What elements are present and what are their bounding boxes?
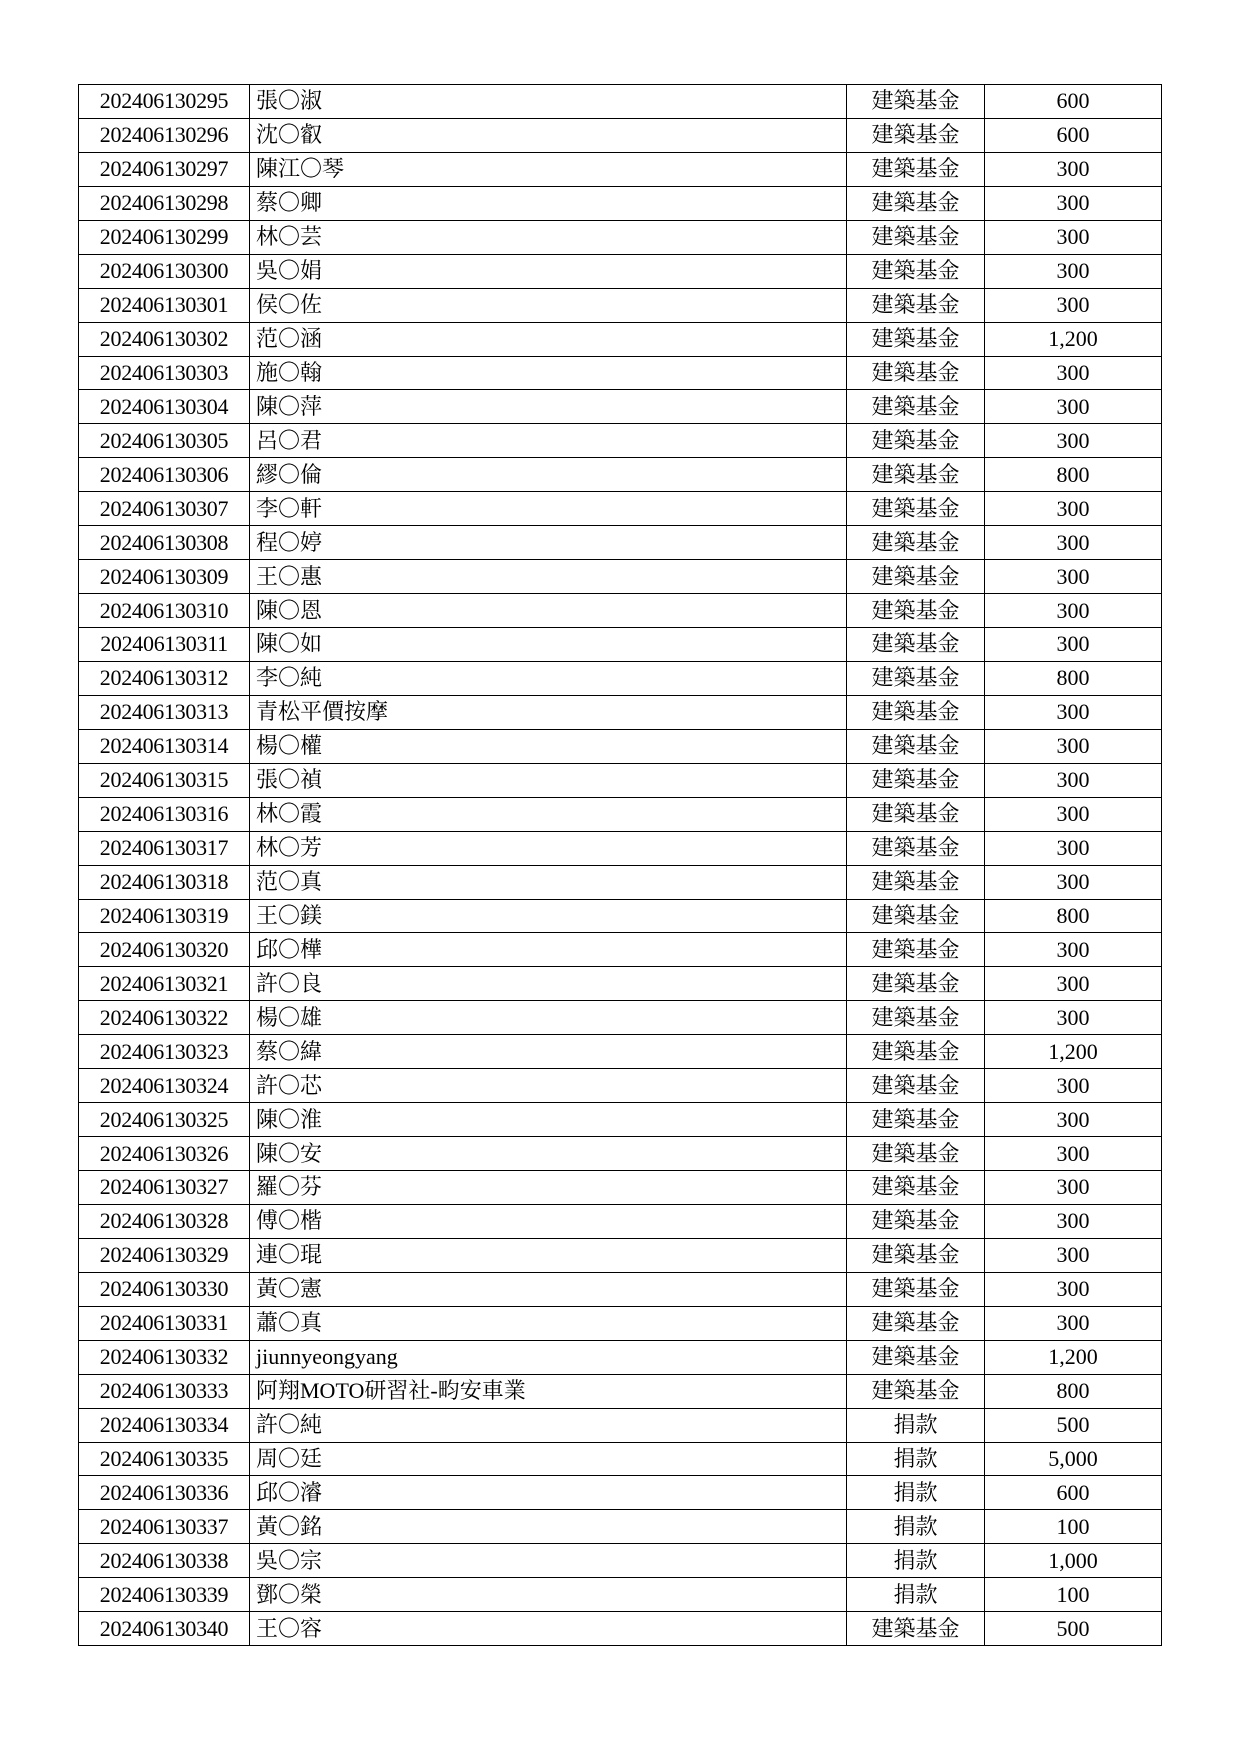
table-row bbox=[79, 1069, 1162, 1103]
donor-name-cell: 程〇婷 bbox=[250, 526, 847, 560]
record-id-cell: 202406130321 bbox=[79, 967, 250, 1001]
category-cell: 建築基金 bbox=[847, 1374, 985, 1408]
amount-cell: 300 bbox=[985, 797, 1162, 831]
amount-cell: 300 bbox=[985, 967, 1162, 1001]
record-id-cell: 202406130317 bbox=[79, 831, 250, 865]
category-cell: 建築基金 bbox=[847, 526, 985, 560]
donor-name-cell: 施〇翰 bbox=[250, 356, 847, 390]
amount-cell: 5,000 bbox=[985, 1442, 1162, 1476]
amount-cell: 300 bbox=[985, 424, 1162, 458]
amount-cell: 500 bbox=[985, 1408, 1162, 1442]
category-cell: 捐款 bbox=[847, 1408, 985, 1442]
record-id-cell: 202406130331 bbox=[79, 1306, 250, 1340]
amount-cell: 300 bbox=[985, 390, 1162, 424]
table-row bbox=[79, 458, 1162, 492]
table-row bbox=[79, 220, 1162, 254]
donor-name-cell: 邱〇濬 bbox=[250, 1476, 847, 1510]
amount-cell: 300 bbox=[985, 1272, 1162, 1306]
record-id-cell: 202406130315 bbox=[79, 763, 250, 797]
donor-name-cell: 黃〇憲 bbox=[250, 1272, 847, 1306]
donor-name-cell: 張〇禎 bbox=[250, 763, 847, 797]
record-id-cell: 202406130296 bbox=[79, 118, 250, 152]
donor-name-cell: 陳〇如 bbox=[250, 628, 847, 662]
record-id-cell: 202406130336 bbox=[79, 1476, 250, 1510]
category-cell: 建築基金 bbox=[847, 1238, 985, 1272]
amount-cell: 300 bbox=[985, 186, 1162, 220]
table-row bbox=[79, 560, 1162, 594]
category-cell: 建築基金 bbox=[847, 288, 985, 322]
amount-cell: 300 bbox=[985, 1238, 1162, 1272]
category-cell: 捐款 bbox=[847, 1442, 985, 1476]
donor-name-cell: 羅〇芬 bbox=[250, 1171, 847, 1205]
table-row bbox=[79, 1204, 1162, 1238]
record-id-cell: 202406130327 bbox=[79, 1171, 250, 1205]
table-row bbox=[79, 729, 1162, 763]
donor-name-cell: 張〇淑 bbox=[250, 85, 847, 119]
record-id-cell: 202406130330 bbox=[79, 1272, 250, 1306]
record-id-cell: 202406130298 bbox=[79, 186, 250, 220]
table-row bbox=[79, 1476, 1162, 1510]
donor-name-cell: 呂〇君 bbox=[250, 424, 847, 458]
donor-name-cell: 楊〇權 bbox=[250, 729, 847, 763]
category-cell: 建築基金 bbox=[847, 152, 985, 186]
donor-name-cell: 蕭〇真 bbox=[250, 1306, 847, 1340]
category-cell: 建築基金 bbox=[847, 1103, 985, 1137]
record-id-cell: 202406130335 bbox=[79, 1442, 250, 1476]
donor-name-cell: 吳〇娟 bbox=[250, 254, 847, 288]
amount-cell: 300 bbox=[985, 594, 1162, 628]
record-id-cell: 202406130322 bbox=[79, 1001, 250, 1035]
amount-cell: 300 bbox=[985, 628, 1162, 662]
amount-cell: 300 bbox=[985, 933, 1162, 967]
record-id-cell: 202406130319 bbox=[79, 899, 250, 933]
donor-name-cell: 林〇芸 bbox=[250, 220, 847, 254]
donor-name-cell: 沈〇叡 bbox=[250, 118, 847, 152]
table-row bbox=[79, 628, 1162, 662]
category-cell: 建築基金 bbox=[847, 560, 985, 594]
category-cell: 建築基金 bbox=[847, 356, 985, 390]
category-cell: 建築基金 bbox=[847, 220, 985, 254]
amount-cell: 800 bbox=[985, 661, 1162, 695]
donor-name-cell: 范〇真 bbox=[250, 865, 847, 899]
category-cell: 建築基金 bbox=[847, 458, 985, 492]
category-cell: 捐款 bbox=[847, 1476, 985, 1510]
amount-cell: 300 bbox=[985, 288, 1162, 322]
amount-cell: 600 bbox=[985, 1476, 1162, 1510]
table-row bbox=[79, 85, 1162, 119]
amount-cell: 300 bbox=[985, 560, 1162, 594]
amount-cell: 1,200 bbox=[985, 322, 1162, 356]
amount-cell: 300 bbox=[985, 220, 1162, 254]
record-id-cell: 202406130306 bbox=[79, 458, 250, 492]
record-id-cell: 202406130340 bbox=[79, 1612, 250, 1646]
table-row bbox=[79, 186, 1162, 220]
record-id-cell: 202406130300 bbox=[79, 254, 250, 288]
donor-name-cell: 王〇容 bbox=[250, 1612, 847, 1646]
amount-cell: 300 bbox=[985, 1204, 1162, 1238]
category-cell: 建築基金 bbox=[847, 1035, 985, 1069]
table-row bbox=[79, 763, 1162, 797]
category-cell: 建築基金 bbox=[847, 1204, 985, 1238]
donor-name-cell: 許〇純 bbox=[250, 1408, 847, 1442]
amount-cell: 300 bbox=[985, 865, 1162, 899]
amount-cell: 300 bbox=[985, 492, 1162, 526]
table-row bbox=[79, 1306, 1162, 1340]
record-id-cell: 202406130295 bbox=[79, 85, 250, 119]
table-row bbox=[79, 322, 1162, 356]
category-cell: 建築基金 bbox=[847, 1137, 985, 1171]
table-row bbox=[79, 1442, 1162, 1476]
amount-cell: 300 bbox=[985, 1103, 1162, 1137]
table-row bbox=[79, 661, 1162, 695]
record-id-cell: 202406130329 bbox=[79, 1238, 250, 1272]
record-id-cell: 202406130308 bbox=[79, 526, 250, 560]
table-row bbox=[79, 118, 1162, 152]
donor-name-cell: 傅〇楷 bbox=[250, 1204, 847, 1238]
amount-cell: 300 bbox=[985, 152, 1162, 186]
table-row bbox=[79, 865, 1162, 899]
donor-name-cell: 蔡〇卿 bbox=[250, 186, 847, 220]
record-id-cell: 202406130301 bbox=[79, 288, 250, 322]
table-row bbox=[79, 1544, 1162, 1578]
donor-name-cell: 繆〇倫 bbox=[250, 458, 847, 492]
record-id-cell: 202406130297 bbox=[79, 152, 250, 186]
donor-name-cell: 陳江〇琴 bbox=[250, 152, 847, 186]
category-cell: 建築基金 bbox=[847, 118, 985, 152]
category-cell: 建築基金 bbox=[847, 186, 985, 220]
table-row bbox=[79, 152, 1162, 186]
category-cell: 建築基金 bbox=[847, 390, 985, 424]
table-row bbox=[79, 1137, 1162, 1171]
category-cell: 建築基金 bbox=[847, 865, 985, 899]
category-cell: 建築基金 bbox=[847, 628, 985, 662]
amount-cell: 100 bbox=[985, 1578, 1162, 1612]
category-cell: 建築基金 bbox=[847, 1272, 985, 1306]
category-cell: 建築基金 bbox=[847, 1069, 985, 1103]
amount-cell: 1,000 bbox=[985, 1544, 1162, 1578]
table-row bbox=[79, 1238, 1162, 1272]
category-cell: 建築基金 bbox=[847, 1340, 985, 1374]
donor-name-cell: 陳〇萍 bbox=[250, 390, 847, 424]
table-row bbox=[79, 933, 1162, 967]
amount-cell: 300 bbox=[985, 526, 1162, 560]
record-id-cell: 202406130303 bbox=[79, 356, 250, 390]
table-row bbox=[79, 390, 1162, 424]
category-cell: 建築基金 bbox=[847, 933, 985, 967]
category-cell: 建築基金 bbox=[847, 661, 985, 695]
record-id-cell: 202406130334 bbox=[79, 1408, 250, 1442]
donor-name-cell: 黃〇銘 bbox=[250, 1510, 847, 1544]
table-row bbox=[79, 831, 1162, 865]
donation-table-body bbox=[79, 85, 1162, 1646]
donor-name-cell: 陳〇恩 bbox=[250, 594, 847, 628]
table-row bbox=[79, 797, 1162, 831]
donor-name-cell: 鄧〇榮 bbox=[250, 1578, 847, 1612]
table-row bbox=[79, 1103, 1162, 1137]
donor-name-cell: 李〇軒 bbox=[250, 492, 847, 526]
category-cell: 建築基金 bbox=[847, 322, 985, 356]
donor-name-cell: 林〇霞 bbox=[250, 797, 847, 831]
category-cell: 建築基金 bbox=[847, 254, 985, 288]
table-row bbox=[79, 424, 1162, 458]
table-row bbox=[79, 356, 1162, 390]
table-row bbox=[79, 1171, 1162, 1205]
record-id-cell: 202406130318 bbox=[79, 865, 250, 899]
category-cell: 建築基金 bbox=[847, 1001, 985, 1035]
amount-cell: 500 bbox=[985, 1612, 1162, 1646]
category-cell: 建築基金 bbox=[847, 1306, 985, 1340]
record-id-cell: 202406130320 bbox=[79, 933, 250, 967]
record-id-cell: 202406130316 bbox=[79, 797, 250, 831]
record-id-cell: 202406130305 bbox=[79, 424, 250, 458]
record-id-cell: 202406130326 bbox=[79, 1137, 250, 1171]
table-row bbox=[79, 1272, 1162, 1306]
amount-cell: 1,200 bbox=[985, 1035, 1162, 1069]
donor-name-cell: 李〇純 bbox=[250, 661, 847, 695]
table-row bbox=[79, 254, 1162, 288]
donor-name-cell: 陳〇安 bbox=[250, 1137, 847, 1171]
category-cell: 建築基金 bbox=[847, 1171, 985, 1205]
record-id-cell: 202406130324 bbox=[79, 1069, 250, 1103]
record-id-cell: 202406130333 bbox=[79, 1374, 250, 1408]
category-cell: 建築基金 bbox=[847, 594, 985, 628]
record-id-cell: 202406130338 bbox=[79, 1544, 250, 1578]
amount-cell: 300 bbox=[985, 729, 1162, 763]
record-id-cell: 202406130339 bbox=[79, 1578, 250, 1612]
donor-name-cell: 連〇琨 bbox=[250, 1238, 847, 1272]
donation-table bbox=[78, 84, 1162, 1646]
donor-name-cell: 阿翔MOTO研習社-畇安車業 bbox=[250, 1374, 847, 1408]
table-row bbox=[79, 1035, 1162, 1069]
table-row bbox=[79, 967, 1162, 1001]
donor-name-cell: 許〇芯 bbox=[250, 1069, 847, 1103]
donor-name-cell: 青松平價按摩 bbox=[250, 695, 847, 729]
amount-cell: 300 bbox=[985, 1001, 1162, 1035]
donor-name-cell: 周〇廷 bbox=[250, 1442, 847, 1476]
amount-cell: 300 bbox=[985, 1069, 1162, 1103]
amount-cell: 100 bbox=[985, 1510, 1162, 1544]
record-id-cell: 202406130323 bbox=[79, 1035, 250, 1069]
donor-name-cell: 許〇良 bbox=[250, 967, 847, 1001]
record-id-cell: 202406130328 bbox=[79, 1204, 250, 1238]
category-cell: 捐款 bbox=[847, 1510, 985, 1544]
donor-name-cell: 林〇芳 bbox=[250, 831, 847, 865]
table-row bbox=[79, 1374, 1162, 1408]
category-cell: 建築基金 bbox=[847, 729, 985, 763]
amount-cell: 600 bbox=[985, 118, 1162, 152]
category-cell: 捐款 bbox=[847, 1578, 985, 1612]
donor-name-cell: 邱〇樺 bbox=[250, 933, 847, 967]
amount-cell: 300 bbox=[985, 1171, 1162, 1205]
record-id-cell: 202406130302 bbox=[79, 322, 250, 356]
amount-cell: 300 bbox=[985, 254, 1162, 288]
category-cell: 建築基金 bbox=[847, 492, 985, 526]
category-cell: 建築基金 bbox=[847, 695, 985, 729]
donor-name-cell: 蔡〇緯 bbox=[250, 1035, 847, 1069]
donor-name-cell: 范〇涵 bbox=[250, 322, 847, 356]
table-row bbox=[79, 526, 1162, 560]
record-id-cell: 202406130325 bbox=[79, 1103, 250, 1137]
record-id-cell: 202406130304 bbox=[79, 390, 250, 424]
donor-name-cell: 陳〇淮 bbox=[250, 1103, 847, 1137]
donor-name-cell: 王〇惠 bbox=[250, 560, 847, 594]
donor-name-cell: 吳〇宗 bbox=[250, 1544, 847, 1578]
donor-name-cell: 楊〇雄 bbox=[250, 1001, 847, 1035]
category-cell: 建築基金 bbox=[847, 899, 985, 933]
amount-cell: 800 bbox=[985, 458, 1162, 492]
table-row bbox=[79, 492, 1162, 526]
amount-cell: 800 bbox=[985, 1374, 1162, 1408]
amount-cell: 300 bbox=[985, 1306, 1162, 1340]
record-id-cell: 202406130310 bbox=[79, 594, 250, 628]
amount-cell: 300 bbox=[985, 356, 1162, 390]
record-id-cell: 202406130313 bbox=[79, 695, 250, 729]
record-id-cell: 202406130299 bbox=[79, 220, 250, 254]
table-row bbox=[79, 1408, 1162, 1442]
donor-name-cell: jiunnyeongyang bbox=[250, 1340, 847, 1374]
table-row bbox=[79, 1612, 1162, 1646]
record-id-cell: 202406130314 bbox=[79, 729, 250, 763]
amount-cell: 300 bbox=[985, 763, 1162, 797]
category-cell: 建築基金 bbox=[847, 831, 985, 865]
category-cell: 建築基金 bbox=[847, 967, 985, 1001]
amount-cell: 1,200 bbox=[985, 1340, 1162, 1374]
table-row bbox=[79, 594, 1162, 628]
category-cell: 建築基金 bbox=[847, 85, 985, 119]
category-cell: 建築基金 bbox=[847, 424, 985, 458]
table-row bbox=[79, 1510, 1162, 1544]
category-cell: 建築基金 bbox=[847, 763, 985, 797]
table-row bbox=[79, 288, 1162, 322]
record-id-cell: 202406130307 bbox=[79, 492, 250, 526]
record-id-cell: 202406130309 bbox=[79, 560, 250, 594]
donor-name-cell: 王〇鎂 bbox=[250, 899, 847, 933]
category-cell: 建築基金 bbox=[847, 1612, 985, 1646]
table-row bbox=[79, 1001, 1162, 1035]
record-id-cell: 202406130337 bbox=[79, 1510, 250, 1544]
donor-name-cell: 侯〇佐 bbox=[250, 288, 847, 322]
record-id-cell: 202406130332 bbox=[79, 1340, 250, 1374]
record-id-cell: 202406130312 bbox=[79, 661, 250, 695]
amount-cell: 300 bbox=[985, 1137, 1162, 1171]
amount-cell: 300 bbox=[985, 831, 1162, 865]
table-row bbox=[79, 1578, 1162, 1612]
category-cell: 建築基金 bbox=[847, 797, 985, 831]
table-row bbox=[79, 899, 1162, 933]
category-cell: 捐款 bbox=[847, 1544, 985, 1578]
amount-cell: 800 bbox=[985, 899, 1162, 933]
table-row bbox=[79, 1340, 1162, 1374]
amount-cell: 600 bbox=[985, 85, 1162, 119]
amount-cell: 300 bbox=[985, 695, 1162, 729]
table-row bbox=[79, 695, 1162, 729]
record-id-cell: 202406130311 bbox=[79, 628, 250, 662]
